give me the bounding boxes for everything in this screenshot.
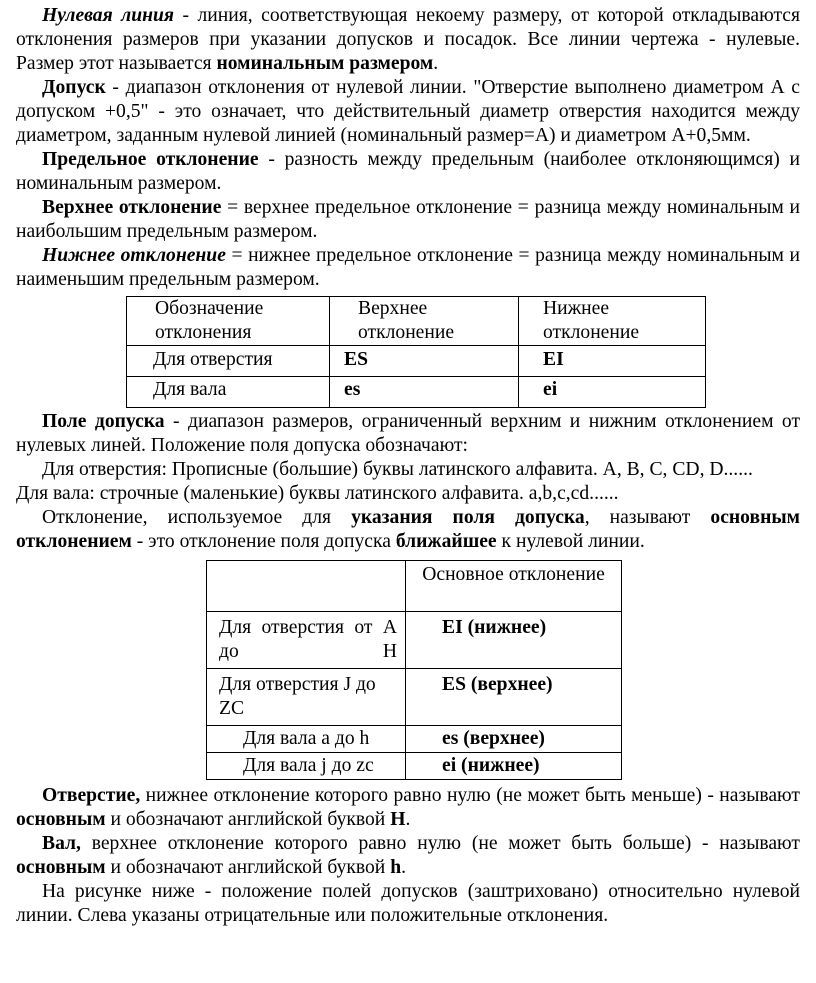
paragraph-lower-deviation: Нижнее отклонение = нижнее предельное отклонение = разница между номинальным и наименьшим предельным размером.: [16, 245, 800, 290]
paragraph-tolerance: Допуск - диапазон отклонения от нулевой линии. "Отверстие выполнено диаметром А с допуском +0,5" - это означает, что действительный диаметр отверстия находится между диаметром, заданным нулевой линией (номинальный размер=А) и диаметром А+0,5мм.: [16, 77, 800, 146]
table-header-cell: Нижнее отклонение: [519, 297, 706, 346]
table-row: Для отверстия от А до Н EI (нижнее): [207, 612, 622, 669]
term-limit-deviation: Предельное отклонение: [42, 149, 259, 170]
paragraph-basic-deviation: Отклонение, используемое для указания поля допуска, называют основным отклонением - это отклонение поля допуска ближайшее к нулевой линии.: [16, 507, 800, 552]
term-lower-deviation: Нижнее отклонение: [42, 245, 226, 266]
paragraph-hole-basic: Отверстие, нижнее отклонение которого равно нулю (не может быть меньше) - называют основным и обозначают английской буквой H.: [16, 785, 800, 830]
term-hole: Отверстие,: [42, 785, 141, 806]
table-empty-cell: [207, 561, 406, 612]
term-upper-deviation: Верхнее отклонение: [42, 197, 222, 218]
document-page: [16, 4, 800, 928]
paragraph-figure-note: На рисунке ниже - положение полей допусков (заштриховано) относительно нулевой линии. Слева указаны отрицательные или положительные отклонения.: [16, 881, 800, 926]
term-tolerance-field: Поле допуска: [42, 411, 165, 432]
term-zero-line: Нулевая линия: [42, 5, 174, 26]
table-header-cell: Верхнее отклонение: [330, 297, 519, 346]
table-header-cell: Основное отклонение: [406, 561, 622, 612]
paragraph-limit-deviation: Предельное отклонение - разность между предельным (наиболее отклоняющимся) и номинальным размером.: [16, 149, 800, 194]
paragraph-shaft-basic: Вал, верхнее отклонение которого равно нулю (не может быть больше) - называют основным и обозначают английской буквой h.: [16, 833, 800, 878]
table-header-row: [207, 561, 622, 612]
table-row: Для вала j до zc ei (нижнее): [207, 753, 622, 780]
paragraph-zero-line: Нулевая линия - линия, соответствующая некоему размеру, от которой откладываются отклонения размеров при указании допусков и посадок. Все линии чертежа - нулевые. Размер этот называется номинальным размером.: [16, 5, 800, 74]
term-tolerance: Допуск: [42, 77, 106, 98]
table-header-row: [127, 297, 706, 346]
basic-deviation-table: [206, 560, 622, 780]
table-row: Для отверстия ES EI: [127, 346, 706, 377]
table-header-cell: Обозначение отклонения: [127, 297, 330, 346]
term-shaft: Вал,: [42, 833, 81, 854]
paragraph-hole-letters: Для отверстия: Прописные (большие) буквы латинского алфавита. A, B, C, CD, D......: [42, 459, 753, 480]
table-row: Для вала a до h es (верхнее): [207, 726, 622, 753]
paragraph-shaft-letters: Для вала: строчные (маленькие) буквы латинского алфавита. a,b,c,cd......: [16, 483, 619, 504]
paragraph-tolerance-field: Поле допуска - диапазон размеров, ограниченный верхним и нижним отклонением от нулевых линей. Положение поля допуска обозначают:: [16, 411, 801, 456]
table-row: Для вала es ei: [127, 377, 706, 408]
deviation-symbols-table: [126, 296, 706, 408]
table-row: Для отверстия J до ZC ES (верхнее): [207, 669, 622, 726]
paragraph-upper-deviation: Верхнее отклонение = верхнее предельное отклонение = разница между номинальным и наибольшим предельным размером.: [16, 197, 800, 242]
